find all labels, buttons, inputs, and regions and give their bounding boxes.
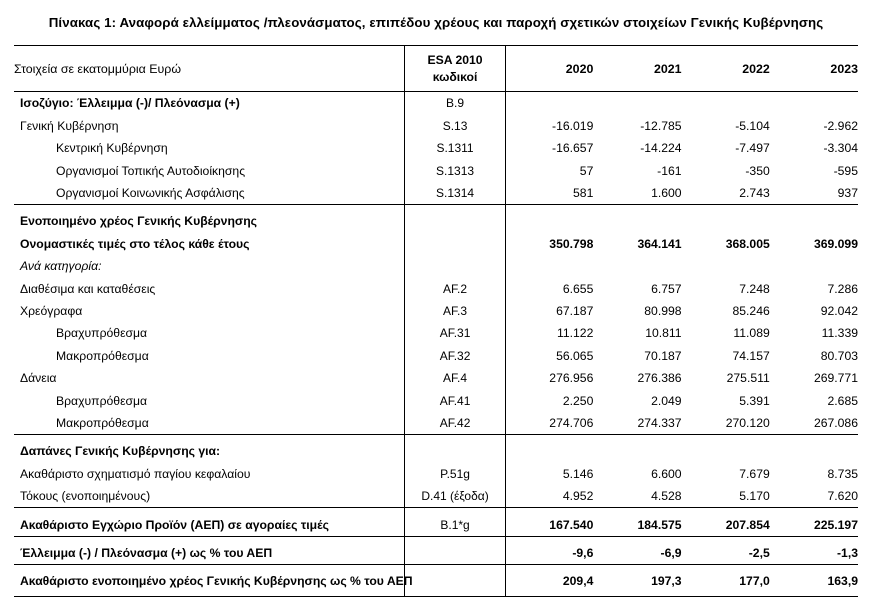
table-row [14, 92, 858, 115]
row-value-2022: 2.743 [739, 186, 770, 201]
row-value-2020 [505, 435, 593, 463]
row-esa-code: AF.32 [405, 345, 505, 367]
row-value-2020: 209,4 [505, 565, 593, 597]
row-label: Ακαθάριστο ενοποιημένο χρέος Γενικής Κυβέρνησης ως % του ΑΕΠ [14, 565, 405, 597]
header-year-2021: 2021 [593, 46, 681, 92]
row-label: Βραχυπρόθεσμα [56, 326, 148, 341]
row-value-2021: 184.575 [593, 508, 681, 536]
row-value-2023 [770, 255, 858, 277]
row-value-2022: 11.089 [733, 326, 770, 341]
row-value-2021: 2.049 [651, 393, 682, 408]
row-label: Ακαθάριστο Εγχώριο Προϊόν (ΑΕΠ) σε αγοραίες τιμές [14, 508, 405, 536]
row-value-2023: -3.304 [823, 141, 858, 156]
header-code-line2: κωδικοί [432, 69, 478, 84]
row-value-2021 [593, 205, 681, 233]
table-body [14, 92, 858, 597]
table-row [14, 182, 858, 205]
table-row [14, 536, 858, 564]
row-label: Οργανισμοί Κοινωνικής Ασφάλισης [56, 186, 245, 201]
table-row [14, 485, 858, 508]
row-value-2020: 11.122 [556, 326, 594, 341]
row-value-2021: -6,9 [593, 536, 681, 564]
row-label: Γενική Κυβέρνηση [20, 118, 119, 133]
row-esa-code [405, 205, 505, 233]
header-year-2023: 2023 [770, 46, 858, 92]
row-value-2023: -1,3 [770, 536, 858, 564]
row-value-2020: -16.019 [552, 118, 594, 133]
row-value-2021: -12.785 [640, 118, 682, 133]
table-row [14, 367, 858, 389]
row-label: Ισοζύγιο: Έλλειμμα (-)/ Πλεόνασμα (+) [20, 96, 240, 111]
row-value-2022: 7.248 [739, 281, 770, 296]
table-row [14, 412, 858, 435]
row-value-2021: 276.386 [637, 371, 682, 386]
row-esa-code [405, 233, 505, 255]
row-value-2020: 350.798 [549, 236, 594, 251]
table-row [14, 508, 858, 536]
row-value-2022: -2,5 [682, 536, 770, 564]
row-esa-code: AF.31 [405, 322, 505, 344]
row-value-2020: 2.250 [562, 393, 594, 408]
row-label: Ανά κατηγορία: [20, 259, 102, 274]
row-value-2021: 197,3 [593, 565, 681, 597]
row-label: Χρεόγραφα [20, 303, 83, 318]
header-code-cell [405, 46, 505, 92]
row-value-2021: -161 [657, 163, 682, 178]
row-value-2021: 4.528 [651, 489, 682, 504]
row-esa-code: S.1314 [405, 182, 505, 205]
row-value-2021: 1.600 [651, 186, 682, 201]
row-value-2020 [505, 92, 593, 115]
row-esa-code: B.9 [405, 92, 505, 115]
row-label: Μακροπρόθεσμα [56, 348, 149, 363]
row-esa-code: D.41 (έξοδα) [405, 485, 505, 508]
table-row [14, 255, 858, 277]
table-row [14, 277, 858, 299]
row-esa-code: AF.2 [405, 277, 505, 299]
row-label: Κεντρική Κυβέρνηση [56, 141, 168, 156]
table-row [14, 345, 858, 367]
row-value-2021 [593, 92, 681, 115]
financial-table [14, 45, 858, 597]
row-value-2022: 74.157 [732, 348, 770, 363]
row-value-2020: 276.956 [549, 371, 594, 386]
table-row [14, 205, 858, 233]
row-value-2020: 167.540 [505, 508, 593, 536]
row-value-2020: 581 [573, 186, 594, 201]
row-label: Δάνεια [20, 371, 57, 386]
row-value-2022 [682, 92, 770, 115]
row-value-2020: 67.187 [556, 303, 594, 318]
row-value-2022 [682, 255, 770, 277]
row-value-2020 [505, 205, 593, 233]
row-label: Έλλειμμα (-) / Πλεόνασμα (+) ως % του ΑΕΠ [14, 536, 405, 564]
row-value-2022: 85.246 [732, 303, 770, 318]
row-value-2022: -5.104 [735, 118, 770, 133]
row-value-2022: 207.854 [682, 508, 770, 536]
row-value-2020: -16.657 [552, 141, 594, 156]
row-esa-code: S.1313 [405, 159, 505, 181]
row-value-2021 [593, 435, 681, 463]
table-row [14, 463, 858, 485]
row-value-2022: 7.679 [739, 466, 770, 481]
row-value-2021: 6.600 [651, 466, 682, 481]
row-value-2020: 56.065 [556, 348, 594, 363]
row-value-2023: 2.685 [827, 393, 858, 408]
row-value-2022: 5.391 [739, 393, 770, 408]
table-row [14, 565, 858, 597]
row-value-2023: 92.042 [820, 303, 858, 318]
row-label: Ακαθάριστο σχηματισμό παγίου κεφαλαίου [20, 466, 251, 481]
row-esa-code: AF.4 [405, 367, 505, 389]
row-esa-code: AF.42 [405, 412, 505, 435]
row-value-2023: 269.771 [813, 371, 858, 386]
row-value-2022 [682, 205, 770, 233]
row-label: Διαθέσιμα και καταθέσεις [20, 281, 156, 296]
row-value-2020 [505, 255, 593, 277]
table-row [14, 233, 858, 255]
row-esa-code: AF.41 [405, 389, 505, 411]
row-value-2023: 7.286 [827, 281, 858, 296]
row-value-2022: -350 [745, 163, 770, 178]
row-label: Τόκους (ενοποιημένους) [20, 489, 151, 504]
row-value-2020: 4.952 [562, 489, 594, 504]
header-code-line1: ESA 2010 [427, 53, 483, 68]
row-esa-code: B.1*g [405, 508, 505, 536]
row-value-2023: 369.099 [813, 236, 858, 251]
row-value-2020: -9,6 [505, 536, 593, 564]
row-value-2023: -595 [833, 163, 858, 178]
row-value-2021: 80.998 [644, 303, 682, 318]
row-value-2021: 364.141 [637, 236, 682, 251]
row-value-2020: 57 [579, 163, 594, 178]
row-value-2022: 177,0 [682, 565, 770, 597]
header-year-2022: 2022 [682, 46, 770, 92]
row-esa-code [405, 255, 505, 277]
row-value-2021: 274.337 [637, 415, 682, 430]
row-value-2023: 163,9 [770, 565, 858, 597]
header-label-cell: Στοιχεία σε εκατομμύρια Ευρώ [14, 46, 405, 92]
row-value-2023: 80.703 [820, 348, 858, 363]
row-label: Οργανισμοί Τοπικής Αυτοδιοίκησης [56, 163, 246, 178]
row-value-2023 [770, 205, 858, 233]
row-value-2021: 6.757 [651, 281, 682, 296]
table-row [14, 115, 858, 137]
table-header [14, 46, 858, 92]
row-value-2023: 7.620 [827, 489, 858, 504]
row-value-2023 [770, 92, 858, 115]
row-value-2021: -14.224 [640, 141, 682, 156]
row-value-2023: 11.339 [821, 326, 858, 341]
row-value-2020: 6.655 [562, 281, 594, 296]
row-esa-code: S.13 [405, 115, 505, 137]
row-value-2022: 368.005 [725, 236, 770, 251]
table-row [14, 435, 858, 463]
row-esa-code [405, 435, 505, 463]
row-label: Βραχυπρόθεσμα [56, 393, 148, 408]
row-value-2022: 275.511 [726, 371, 770, 386]
row-esa-code [405, 536, 505, 564]
row-value-2021: 10.811 [645, 326, 682, 341]
row-value-2020: 5.146 [562, 466, 594, 481]
row-esa-code: S.1311 [405, 137, 505, 159]
table-row [14, 322, 858, 344]
row-label: Μακροπρόθεσμα [56, 415, 149, 430]
row-label: Ενοποιημένο χρέος Γενικής Κυβέρνησης [14, 205, 405, 233]
table-header-row [14, 46, 858, 92]
row-value-2021 [593, 255, 681, 277]
row-value-2023: -2.962 [823, 118, 858, 133]
row-value-2022: 270.120 [725, 415, 770, 430]
row-value-2023 [770, 435, 858, 463]
page-title: Πίνακας 1: Αναφορά ελλείμματος /πλεονάσματος, επιπέδου χρέους και παροχή σχετικών στοιχείων Γενικής Κυβέρνησης [48, 15, 824, 30]
row-esa-code: P.51g [405, 463, 505, 485]
row-value-2021: 70.187 [644, 348, 682, 363]
row-esa-code: AF.3 [405, 300, 505, 322]
row-label: Δαπάνες Γενικής Κυβέρνησης για: [14, 435, 405, 463]
row-value-2023: 267.086 [813, 415, 858, 430]
table-row [14, 389, 858, 411]
row-value-2022: -7.497 [735, 141, 770, 156]
row-esa-code [405, 565, 505, 597]
row-value-2022 [682, 435, 770, 463]
row-value-2023: 225.197 [770, 508, 858, 536]
row-value-2020: 274.706 [549, 415, 594, 430]
row-label: Ονομαστικές τιμές στο τέλος κάθε έτους [20, 236, 250, 251]
row-value-2022: 5.170 [739, 489, 770, 504]
header-year-2020: 2020 [505, 46, 593, 92]
table-row [14, 137, 858, 159]
row-value-2023: 937 [837, 186, 858, 201]
table-row [14, 159, 858, 181]
table-row [14, 300, 858, 322]
row-value-2023: 8.735 [827, 466, 858, 481]
